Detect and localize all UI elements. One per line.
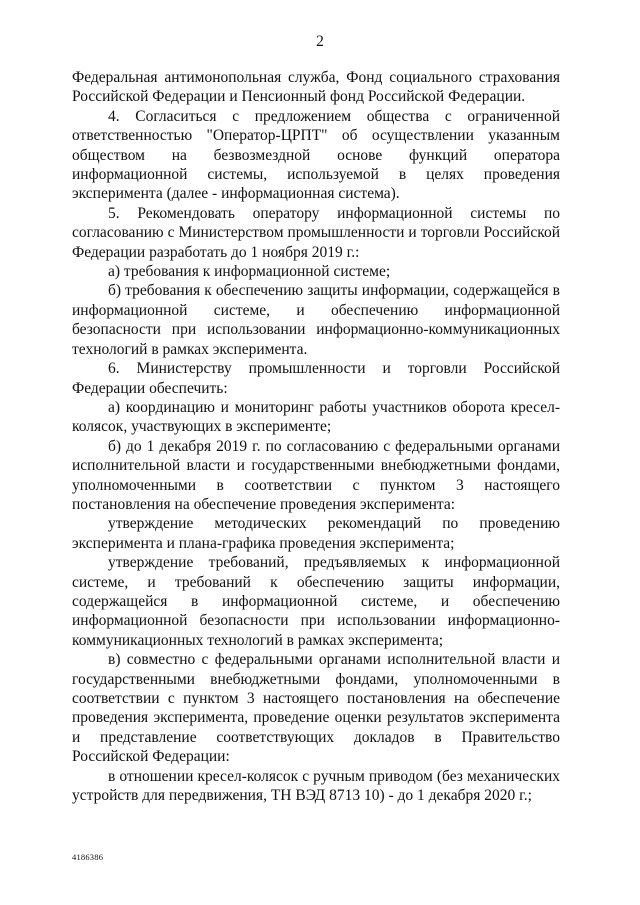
paragraph-9: утверждение методических рекомендаций по проведению эксперимента и плана-графика проведения эксперимента; (72, 515, 560, 552)
paragraph-10: утверждение требований, предъявляемых к информационной системе, и требований к обеспечению защиты информации, содержащейся в информационной системе, и обеспечению информационной безопасности при использовании информационно-коммуникационных технологий в рамках эксперимента; (72, 554, 560, 649)
paragraph-12: в отношении кресел-колясок с ручным приводом (без механических устройств для передвижения, ТН ВЭД 8713 10) - до 1 декабря 2020 г.; (72, 767, 560, 805)
paragraph-11: в) совместно с федеральными органами исполнительной власти и государственными внебюджетными фондами, уполномоченными в соответствии с пунктом 3 настоящего постановления на обеспечение проведения эксперимента, проведение оценки результатов эксперимента и представление соответствующих докладов в Правительство Российской Федерации: (72, 651, 560, 766)
paragraph-7: а) координацию и мониторинг работы участников оборота кресел-колясок, участвующих в эксперименте; (72, 398, 560, 436)
paragraph-3: 5. Рекомендовать оператору информационной системы по согласованию с Министерством промышленности и торговли Российской Федерации разработать до 1 ноября 2019 г.: (72, 204, 560, 261)
document-body (72, 68, 560, 805)
document-code: 4186386 (72, 852, 104, 862)
paragraph-2: 4. Согласиться с предложением общества с ограниченной ответственностью "Оператор-ЦРПТ" об осуществлении указанным обществом на безвозмездной основе функций оператора информационной системы, используемой в целях проведения эксперимента (далее - информационная система). (72, 107, 560, 203)
paragraph-4: а) требования к информационной системе; (108, 263, 391, 281)
paragraph-6: 6. Министерству промышленности и торговли Российской Федерации обеспечить: (72, 360, 560, 397)
page-number: 2 (316, 33, 324, 50)
paragraph-1: Федеральная антимонопольная служба, Фонд социального страхования Российской Федерации и Пенсионный фонд Российской Федерации. (72, 69, 560, 106)
paragraph-8: б) до 1 декабря 2019 г. по согласованию с федеральными органами исполнительной власти и государственными внебюджетными фондами, уполномоченными в соответствии с пунктом 3 настоящего постановления на обеспечение проведения эксперимента: (72, 437, 560, 513)
paragraph-5: б) требования к обеспечению защиты информации, содержащейся в информационной системе, и обеспечению информационной безопасности при использовании информационно-коммуникационных технологий в рамках эксперимента. (72, 282, 560, 358)
